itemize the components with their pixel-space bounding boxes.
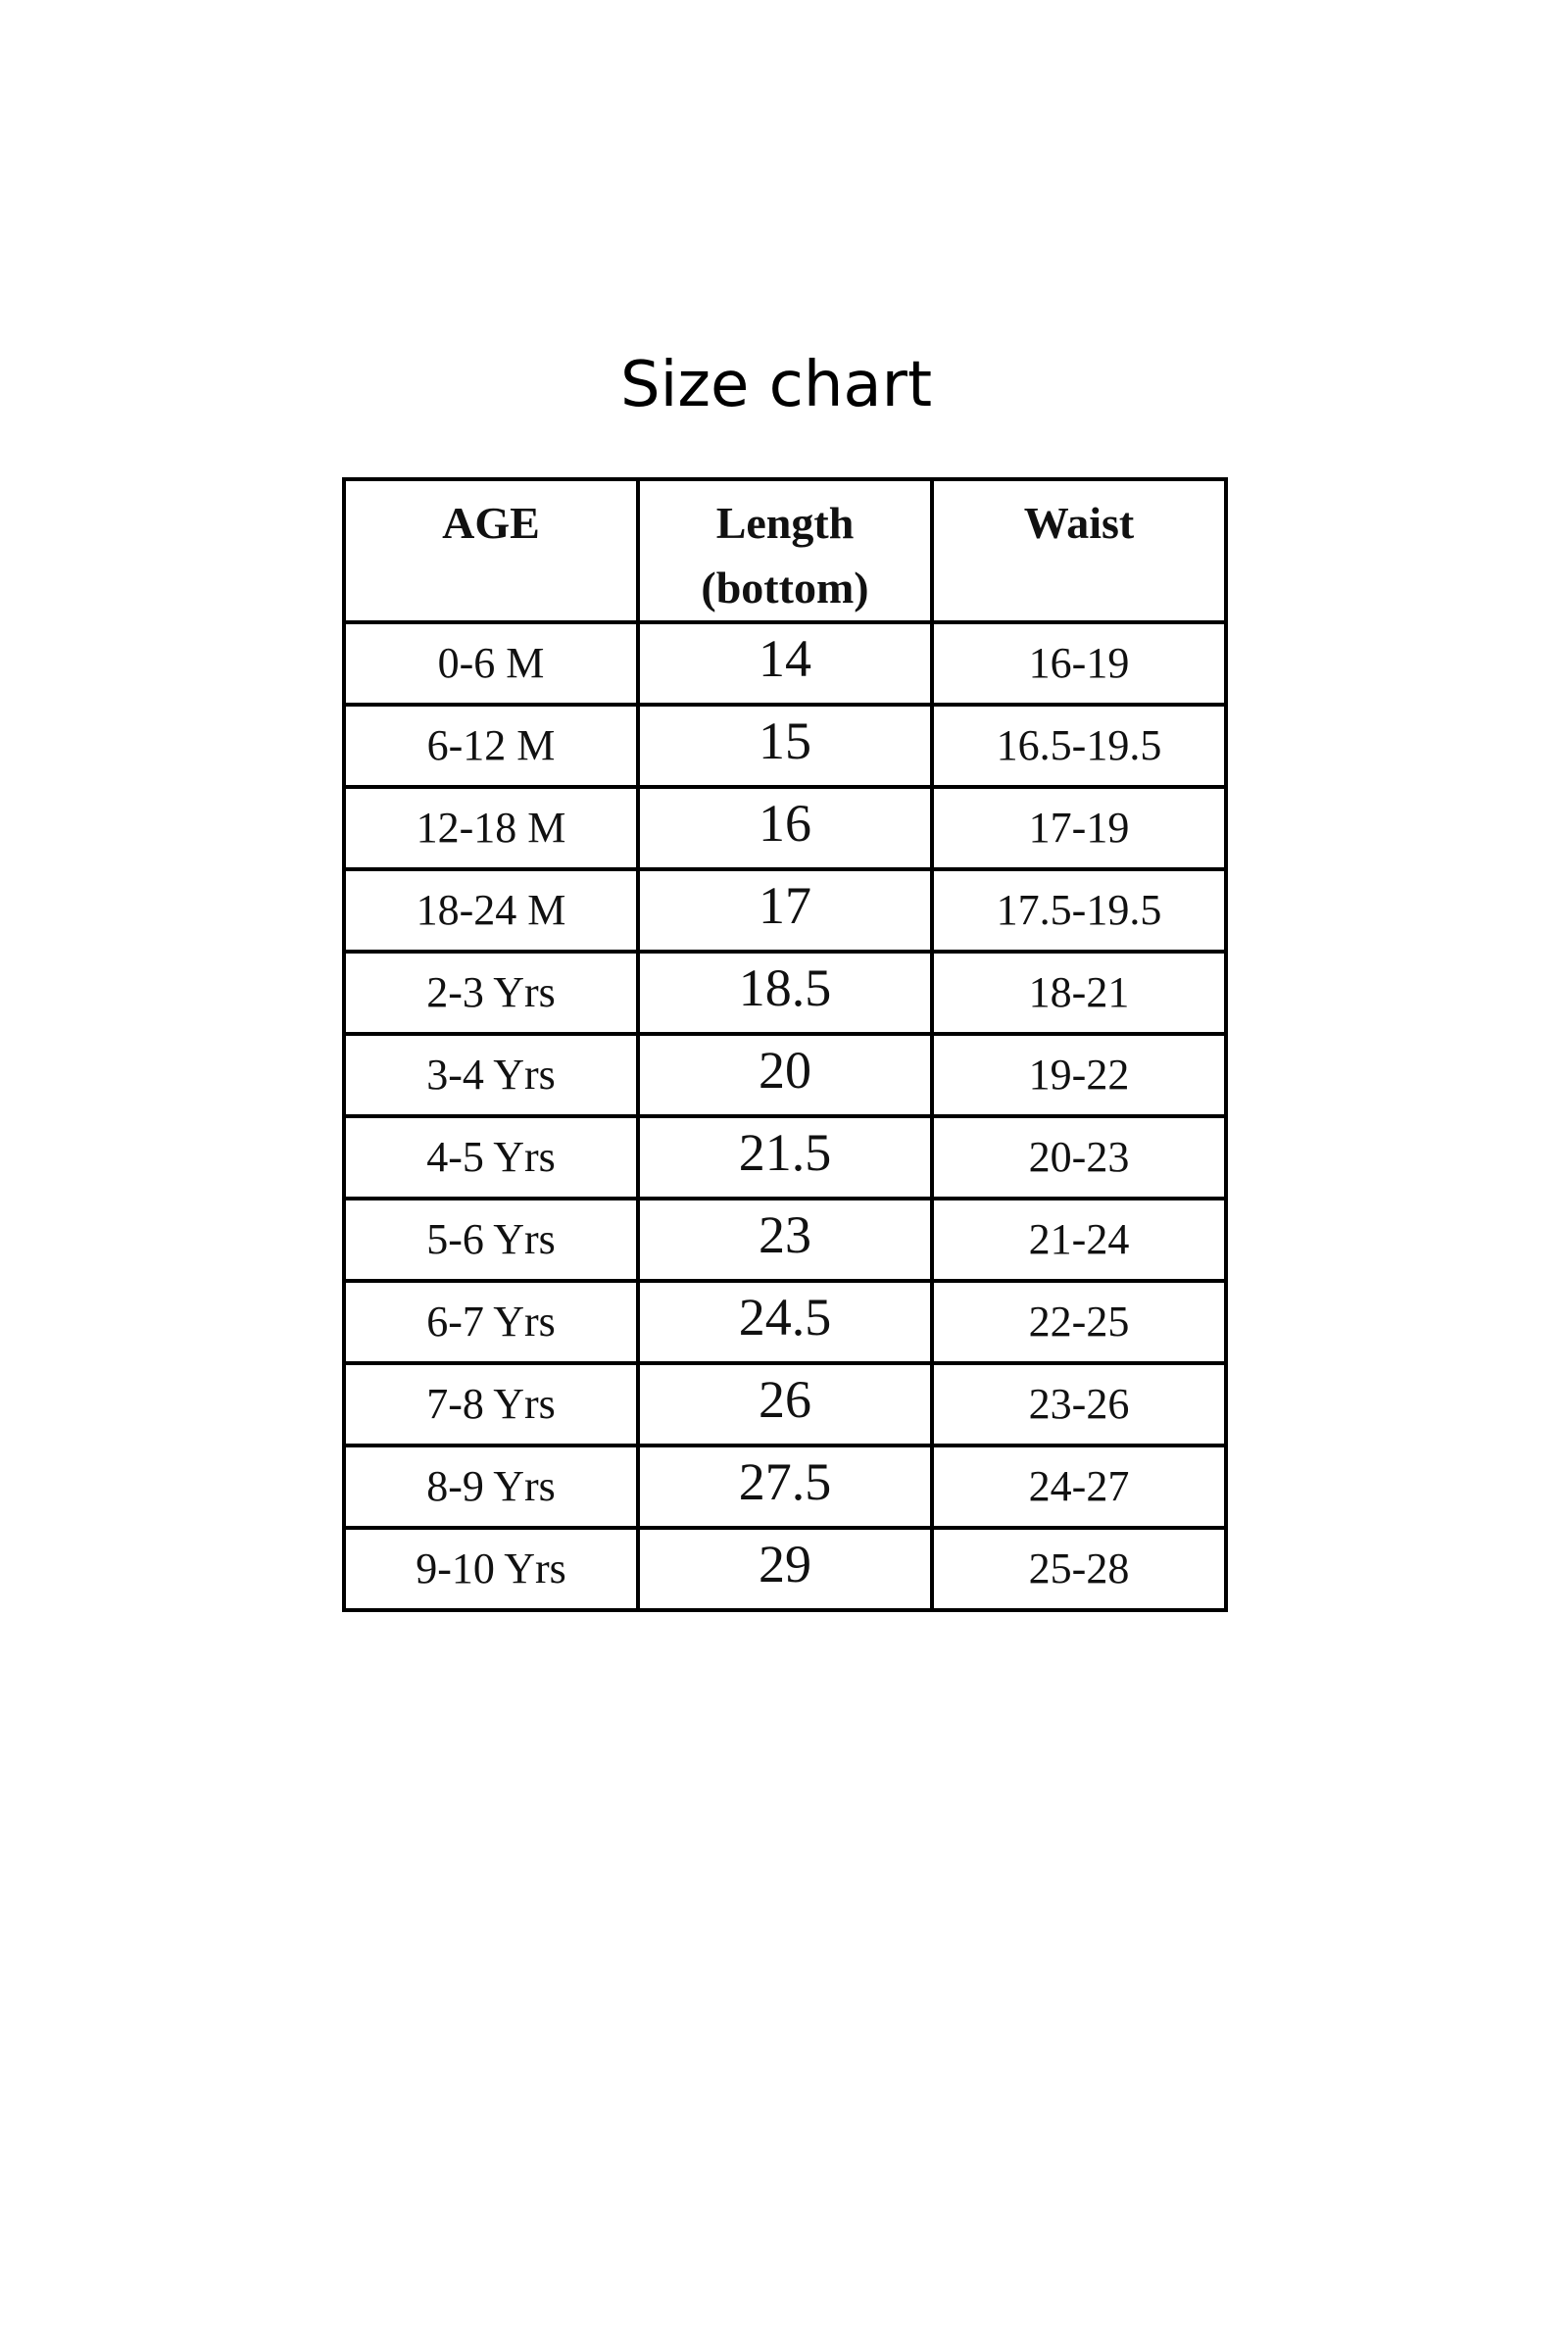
waist-cell: 16-19 [932, 622, 1226, 705]
age-cell: 8-9 Yrs [344, 1446, 638, 1528]
length-cell: 26 [638, 1363, 932, 1446]
header-length [638, 479, 932, 622]
size-chart-table [342, 477, 1228, 1612]
table-row [344, 1446, 1226, 1528]
waist-cell: 16.5-19.5 [932, 705, 1226, 787]
waist-cell: 17.5-19.5 [932, 869, 1226, 952]
age-cell: 12-18 M [344, 787, 638, 869]
age-cell: 5-6 Yrs [344, 1199, 638, 1281]
table-row [344, 952, 1226, 1034]
header-age [344, 479, 638, 622]
table-row [344, 1199, 1226, 1281]
length-cell: 20 [638, 1034, 932, 1116]
waist-cell: 24-27 [932, 1446, 1226, 1528]
length-cell: 21.5 [638, 1116, 932, 1199]
header-waist [932, 479, 1226, 622]
age-cell: 3-4 Yrs [344, 1034, 638, 1116]
table-header-row [344, 479, 1226, 622]
length-cell: 23 [638, 1199, 932, 1281]
header-length-line2: (bottom) [701, 563, 869, 612]
page-title [0, 341, 1568, 429]
table-row [344, 1363, 1226, 1446]
header-waist-label: Waist [1023, 498, 1135, 548]
waist-cell: 22-25 [932, 1281, 1226, 1363]
age-cell: 18-24 M [344, 869, 638, 952]
table-row [344, 1034, 1226, 1116]
waist-cell: 21-24 [932, 1199, 1226, 1281]
age-cell: 6-7 Yrs [344, 1281, 638, 1363]
page-title-text: Size chart [619, 349, 933, 421]
table-row [344, 869, 1226, 952]
waist-cell: 25-28 [932, 1528, 1226, 1610]
age-cell: 2-3 Yrs [344, 952, 638, 1034]
age-cell: 4-5 Yrs [344, 1116, 638, 1199]
length-cell: 18.5 [638, 952, 932, 1034]
table-body [344, 622, 1226, 1610]
age-cell: 7-8 Yrs [344, 1363, 638, 1446]
header-age-label: AGE [442, 498, 540, 548]
waist-cell: 20-23 [932, 1116, 1226, 1199]
length-cell: 24.5 [638, 1281, 932, 1363]
table-row [344, 1116, 1226, 1199]
table-row [344, 1528, 1226, 1610]
table-row [344, 1281, 1226, 1363]
waist-cell: 17-19 [932, 787, 1226, 869]
age-cell: 6-12 M [344, 705, 638, 787]
table-row [344, 787, 1226, 869]
length-cell: 27.5 [638, 1446, 932, 1528]
length-cell: 17 [638, 869, 932, 952]
age-cell: 9-10 Yrs [344, 1528, 638, 1610]
header-length-line1: Length [715, 498, 855, 548]
age-cell: 0-6 M [344, 622, 638, 705]
waist-cell: 23-26 [932, 1363, 1226, 1446]
length-cell: 16 [638, 787, 932, 869]
length-cell: 14 [638, 622, 932, 705]
waist-cell: 19-22 [932, 1034, 1226, 1116]
table-row [344, 622, 1226, 705]
waist-cell: 18-21 [932, 952, 1226, 1034]
length-cell: 29 [638, 1528, 932, 1610]
length-cell: 15 [638, 705, 932, 787]
table-row [344, 705, 1226, 787]
